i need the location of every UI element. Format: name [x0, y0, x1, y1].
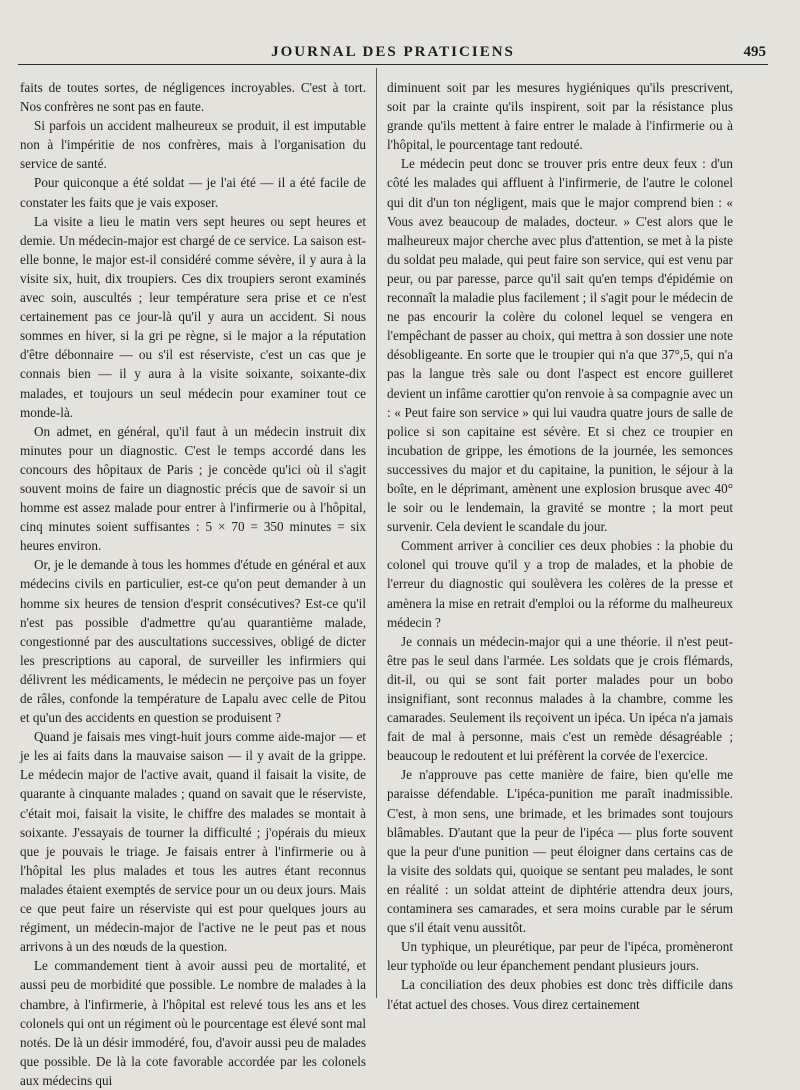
paragraph: Je connais un médecin-major qui a une théorie. il n'est peut-être pas le seul dans l'armée. Les soldats que je crois flémards, dit-il, ou qui se sont fait porter malades pour un bobo insignifiant, sont reconnus malades à la chambre, comme les camarades. Seulement ils reçoivent un ipéca. Un ipéca n'a jamais fait de mal à personne, mais c'est un remède désagréable ; beaucoup le redoutent et lui préfèrent la corvée de l'exercice. — [387, 633, 733, 764]
paragraph: Je n'approuve pas cette manière de faire, bien qu'elle me paraisse défendable. L'ipéca-punition me paraît inadmissible. C'est, à mon sens, une brimade, et les brimades sont toujours blâmables. D'autant que la peur de l'ipéca — plus forte souvent que la peur d'une punition — peut éloigner dans certains cas de la visite des soldats qui, quoique se sentant peu malades, le sont en réalité : un soldat atteint de diphtérie attendra deux jours, contaminera ses camarades, et sera moins curable par le sérum que s'il était venu aussitôt. — [387, 767, 733, 936]
right-column — [387, 78, 733, 1014]
paragraph: Comment arriver à concilier ces deux phobies : la phobie du colonel qui trouve qu'il y a trop de malades, et la phobie de l'erreur du diagnostic qui soulèvera les colères de la presse et amènera la mise en retrait d'emploi ou la réforme du malheureux médecin ? — [387, 538, 733, 630]
paragraph: Un typhique, un pleurétique, par peur de l'ipéca, promèneront leur typhoïde ou leur épanchement pendant plusieurs jours. — [387, 939, 733, 974]
paragraph: Le médecin peut donc se trouver pris entre deux feux : d'un côté les malades qui affluent à l'infirmerie, de l'autre le colonel qui dit d'un ton négligent, mais que le major comprend bien : « Vous avez beaucoup de malades, docteur. » C'est alors que le malheureux major cherche avec plus d'attention, se met à la piste du soldat peu malade, qui peut faire son service, qui est venu par peur, ou par paresse, parce qu'il sait qu'en temps d'épidémie on reconnaît la maladie plus facilement ; il s'agit pour le médecin de ne pas encourir la colère du colonel lequel se vengera en l'empêchant de passer au choix, qui mettra à son dossier une note désobligeante. En sorte que le troupier qui n'a que 37°,5, qui n'a pas la langue très sale ou dont l'aspect est encore guilleret devient un infâme carottier qu'on renvoie à sa compagnie avec un : « Peut faire son service » qui lui vaudra quatre jours de salle de police si son capitaine est sévère. Et si chez ce troupier en incubation de grippe, les émotions de la journée, les semonces successives du major et du capitaine, la punition, le séjour à la boîte, en le déprimant, amènent une explosion brusque avec 40° le soir ou le lendemain, la gravité se montre ; la mort peut survenir. Cela devient le scandale du jour. — [387, 156, 733, 535]
paragraph: La conciliation des deux phobies est donc très difficile dans l'état actuel des choses. Vous direz certainement — [387, 977, 733, 1012]
journal-title: JOURNAL DES PRATICIENS — [271, 44, 515, 60]
left-column — [20, 78, 366, 1090]
running-header — [18, 42, 768, 65]
paragraph: Or, je le demande à tous les hommes d'étude en général et aux médecins civils en particulier, est-ce qu'on peut demander à un homme six heures de tension d'esprit consécutives? Est-ce qu'il n'est pas possible d'admettre qu'au quarantième malade, congestionné par des auscultations successives, obligé de dicter les prescriptions au caporal, de surveiller les infirmiers qui délivrent les médicaments, le médecin ne perçoive pas un foyer de râles, confonde la température de Lapalu avec celle de Pitou et qu'un des accidents en question se produisent ? — [20, 557, 366, 726]
paragraph: Quand je faisais mes vingt-huit jours comme aide-major — et je les ai faits dans la mauvaise saison — il y avait de la grippe. Le médecin major de l'active avait, quand il faisait la visite, de quarante à cinquante malades ; quand on savait que le réserviste, c'était moi, faisait la visite, le chiffre des malades se montait à soixante. J'essayais de tourner la difficulté ; j'opérais du mieux que je pouvais le triage. Je faisais entrer à l'infirmerie ou à l'hôpital les plus malades et tous les autres étant reconnus malades étaient exemptés de service pour un ou deux jours. Mais ce que peut faire un réserviste qui est pour quelques jours au régiment, un médecin-major de l'active ne le peut pas et nous arrivons à un des nœuds de la question. — [20, 729, 366, 955]
paragraph: On admet, en général, qu'il faut à un médecin instruit dix minutes pour un diagnostic. C'est le temps accordé dans les concours des hôpitaux de Paris ; je concède qu'ici où il s'agit souvent moins de faire un diagnostic précis que de savoir si un homme est assez malade pour entrer à l'infirmerie ou à l'hôpital, cinq minutes soient suffisantes : 5 × 70 = 350 minutes = six heures environ. — [20, 423, 366, 554]
paragraph: Pour quiconque a été soldat — je l'ai été — il a été facile de constater les faits que je vais exposer. — [20, 175, 366, 210]
paragraph: Le commandement tient à avoir aussi peu de mortalité, et aussi peu de morbidité que possible. Le nombre de malades à la chambre, à l'infirmerie, à l'hôpital est relevé tous les ans et les colonels qui ont un régiment où le pourcentage est élevé sont mal notés. De là un désir immodéré, fou, d'avoir aussi peu de malades que possible. De là la cote favorable accordée par les colonels aux médecins qui — [20, 958, 366, 1088]
column-divider — [376, 68, 377, 998]
page-number: 495 — [743, 44, 766, 60]
paragraph: Si parfois un accident malheureux se produit, il est imputable non à l'impéritie de nos confrères, mais à l'organisation du service de santé. — [20, 118, 366, 172]
paragraph: faits de toutes sortes, de négligences incroyables. C'est à tort. Nos confrères ne sont pas en faute. — [20, 80, 366, 115]
paragraph: La visite a lieu le matin vers sept heures ou sept heures et demie. Un médecin-major est chargé de ce service. La saison est-elle bonne, le major est-il considéré comme sévère, il y aura à la visite six, huit, dix troupiers. Ces dix troupiers seront examinés avec soin, auscultés ; leur température sera prise et ce n'est certainement pas ce jour-là qu'il y aura un accident. Si nous sommes en hiver, si la gri pe règne, si le major a la réputation d'être débonnaire — ou s'il est réserviste, c'est un cas que je connais bien — il y aura à la visite soixante, soixante-dix malades, et toujours un seul médecin pour examiner tout ce monde-là. — [20, 213, 366, 420]
paragraph: diminuent soit par les mesures hygiéniques qu'ils prescrivent, soit par la crainte qu'ils inspirent, soit par la résistance plus grande qu'ils mettent à faire entrer le malade à l'infirmerie ou à l'hôpital, le pourcentage tant redouté. — [387, 80, 733, 153]
